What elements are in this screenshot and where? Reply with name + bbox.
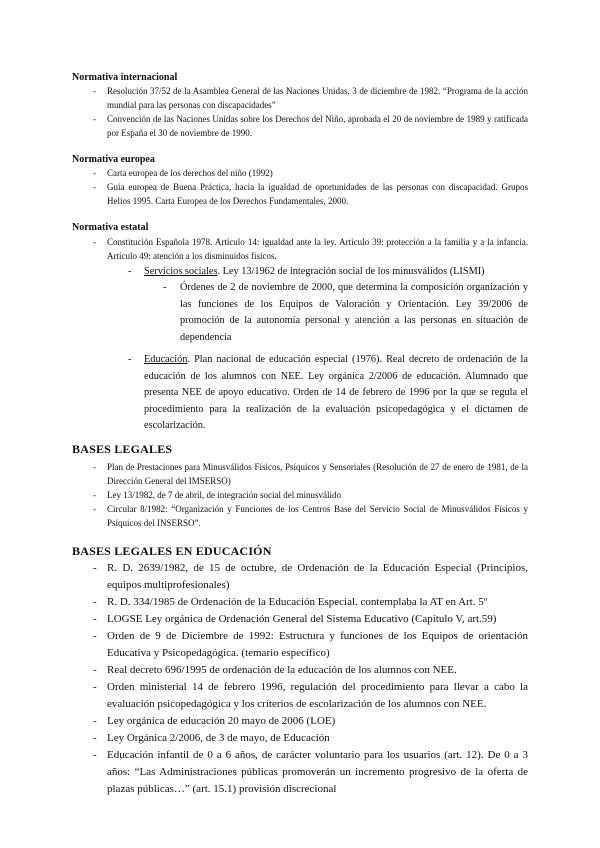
bullet-dash: - [93, 681, 97, 693]
bases-ed-item: Educación infantil de 0 a 6 años, de carácter voluntario para los usuarios (art. 12). De 0 a 3 años: “Las Administraciones públicas promoverán un incremento progresivo de la oferta de plazas públicas…” (art. 15.1) provisión discrecional [107, 749, 528, 795]
bases-ed-item: Real decreto 696/1995 de ordenación de la educación de los alumnos con NEE. [107, 664, 457, 676]
bases-ed-item: LOGSE Ley orgánica de Ordenación General del Sistema Educativo (Capítulo V, art.59) [107, 613, 497, 625]
heading-normativa-europea: Normativa europea [72, 154, 155, 165]
bullet-dash: - [93, 504, 96, 514]
bullet-dash: - [128, 266, 132, 277]
bullet-dash: - [93, 490, 96, 500]
bases-ed-item: R. D. 2639/1982, de 15 de octubre, de Ordenación de la Educación Especial (Principios, equipos multiprofesionales) [107, 562, 528, 591]
state-servicios-sociales [144, 264, 528, 281]
bases-ed-item: Orden ministerial 14 de febrero 1996, regulación del procedimiento para llevar a cabo la evaluación psicopedagógica y los criterios de escolarización de los alumnos con NEE. [107, 681, 528, 710]
bases-item: Plan de Prestaciones para Minusválidos Físicos, Psíquicos y Sensoriales (Resolución de 27 de enero de 1981, de la Dirección General del IMSERSO) [107, 462, 528, 486]
bullet-dash: - [93, 182, 96, 192]
bullet-dash: - [93, 664, 97, 676]
state-item: Constitución Española 1978. Artículo 14: igualdad ante la ley. Artículo 39: protección a la familia y a la infancia. Artículo 49: atención a los disminuidos físicos. [107, 237, 528, 261]
heading-normativa-estatal: Normativa estatal [72, 222, 149, 233]
bullet-dash: - [93, 596, 97, 608]
bases-ed-item: Orden de 9 de Diciembre de 1992: Estructura y funciones de los Equipos de orientación Educativa y Psicopedagógica. (temario específico) [107, 630, 528, 659]
bullet-dash: - [93, 168, 96, 178]
bullet-dash: - [128, 354, 132, 365]
state-educacion [144, 352, 528, 435]
servicios-sociales-text: . Ley 13/1962 de integración social de los minusválidos (LISMI) [217, 266, 485, 277]
bases-item: Ley 13/1982, de 7 de abril, de integración social del minusválido [107, 490, 341, 500]
heading-bases-legales-educacion: BASES LEGALES EN EDUCACIÓN [72, 544, 272, 558]
intl-item: Convención de las Naciones Unidas sobre los Derechos del Niño, aprobada el 20 de noviembre de 1989 y ratificada por España el 30 de noviembre de 1990. [107, 114, 528, 138]
bullet-dash: - [93, 114, 96, 124]
educacion-text: . Plan nacional de educación especial (1976). Real decreto de ordenación de la educación de los alumnos con NEE. Ley orgánica 2/2006 de educación. Alumnado que presenta NEE de apoyo educativo. Orden de 14 de febrero de 1996 por la que se regula el procedimiento para la realización de la evaluación psicopedagógica y el dictamen de escolarización. [144, 354, 528, 431]
bullet-dash: - [93, 732, 97, 744]
heading-bases-legales: BASES LEGALES [72, 442, 173, 456]
bullet-dash: - [93, 562, 97, 574]
bullet-dash: - [93, 749, 97, 761]
bullet-dash: - [93, 86, 96, 96]
bullet-dash: - [93, 237, 96, 247]
bullet-dash: - [93, 630, 97, 642]
bullet-dash: - [163, 282, 167, 293]
educacion-label: Educación [144, 354, 188, 365]
bases-ed-item: Ley Orgánica 2/2006, de 3 de mayo, de Educación [107, 732, 330, 744]
servicios-sociales-label: Servicios sociales [144, 266, 218, 277]
bases-item: Circular 8/1982: “Organización y Funciones de los Centros Base del Servicio Social de Minusválidos Físicos y Psíquicos del INSERSO”. [107, 504, 528, 528]
bases-ed-item: Ley orgánica de educación 20 mayo de 2006 (LOE) [107, 715, 336, 727]
eu-item: Carta europea de los derechos del niño (1992) [107, 168, 273, 178]
bullet-dash: - [93, 613, 97, 625]
intl-item: Resolución 37/52 de la Asamblea General de las Naciones Unidas, 3 de diciembre de 1982. “Programa de la acción mundial para las personas con discapacidades” [107, 86, 528, 110]
state-servicios-sub: Órdenes de 2 de noviembre de 2000, que determina la composición organización y las funciones de los Equipos de Valoración y Orientación. Ley 39/2006 de promoción de la autonomía personal y atención a las personas en situación de dependencia [180, 282, 528, 343]
eu-item: Guía europea de Buena Práctica, hacia la igualdad de oportunidades de las personas con discapacidad. Grupos Helios 1995. Carta Europea de los Derechos Fundamentales, 2000. [107, 182, 528, 206]
bases-ed-item: R. D. 334/1985 de Ordenación de la Educación Especial. contemplaba la AT en Art. 5º [107, 596, 488, 608]
heading-normativa-internacional: Normativa internacional [72, 72, 178, 83]
bullet-dash: - [93, 462, 96, 472]
bullet-dash: - [93, 715, 97, 727]
